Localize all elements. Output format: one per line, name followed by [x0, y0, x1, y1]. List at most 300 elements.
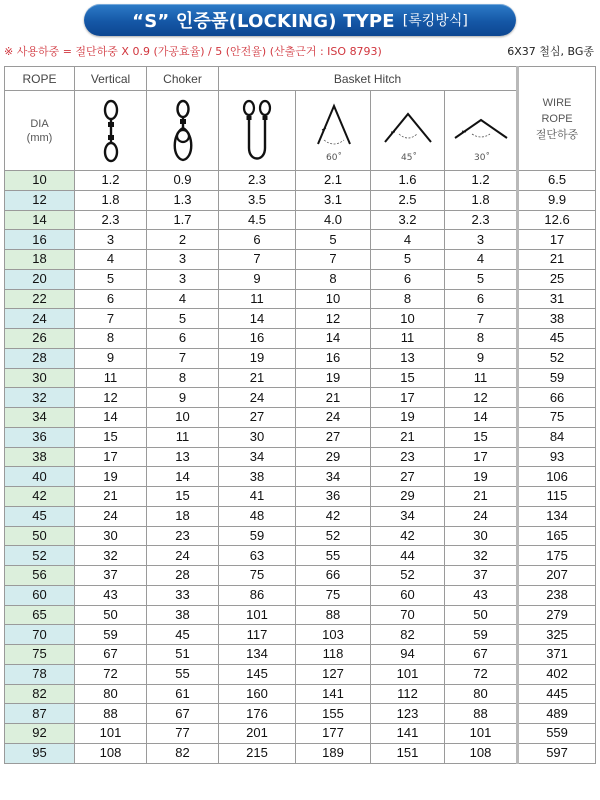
table-row: [5, 467, 596, 487]
basket-value: 4.5: [219, 210, 296, 230]
rope-header: ROPE: [5, 67, 75, 91]
angle30-value: 37: [445, 566, 518, 586]
angle60-value: 155: [296, 704, 371, 724]
table-row: [5, 605, 596, 625]
angle30-value: 1.8: [445, 190, 518, 210]
angle30-value: 19: [445, 467, 518, 487]
angle30-value: 80: [445, 684, 518, 704]
angle60-value: 3.1: [296, 190, 371, 210]
vertical-value: 19: [75, 467, 147, 487]
wire-rope-breaking-load-value: 38: [518, 309, 596, 329]
angle45-value: 3.2: [371, 210, 445, 230]
angle30-value: 5: [445, 269, 518, 289]
page-subtitle: [록킹방식]: [402, 13, 468, 29]
rope-dia-value: 60: [5, 585, 75, 605]
icon-row: [5, 91, 596, 171]
choker-value: 7: [147, 348, 219, 368]
table-row: [5, 566, 596, 586]
angle30-value: 14: [445, 408, 518, 428]
angle30-value: 9: [445, 348, 518, 368]
basket-value: 160: [219, 684, 296, 704]
angle30-value: 1.2: [445, 171, 518, 191]
angle-45-label: 45˚: [400, 152, 417, 163]
angle30-value: 7: [445, 309, 518, 329]
angle-30-label: 30˚: [473, 152, 490, 163]
vertical-value: 12: [75, 388, 147, 408]
basket-value: 16: [219, 329, 296, 349]
table-row: [5, 743, 596, 763]
rope-dia-value: 87: [5, 704, 75, 724]
angle30-value: 8: [445, 329, 518, 349]
angle60-value: 189: [296, 743, 371, 763]
choker-value: 0.9: [147, 171, 219, 191]
vertical-value: 1.8: [75, 190, 147, 210]
basket-value: 7: [219, 250, 296, 270]
angle45-value: 19: [371, 408, 445, 428]
vertical-value: 3: [75, 230, 147, 250]
angle45-value: 13: [371, 348, 445, 368]
angle30-icon-cell: [445, 91, 518, 171]
angle60-value: 2.1: [296, 171, 371, 191]
wire-rope-breaking-load-value: 559: [518, 724, 596, 744]
wire-rope-breaking-load-value: 106: [518, 467, 596, 487]
choker-value: 33: [147, 585, 219, 605]
vertical-value: 2.3: [75, 210, 147, 230]
basket-45-degree-icon: [381, 98, 435, 164]
basket-value: 14: [219, 309, 296, 329]
vertical-value: 108: [75, 743, 147, 763]
rope-dia-value: 14: [5, 210, 75, 230]
basket-icon-cell: [219, 91, 296, 171]
dia-unit: (mm): [26, 131, 53, 144]
angle45-value: 10: [371, 309, 445, 329]
angle45-value: 27: [371, 467, 445, 487]
basket-value: 176: [219, 704, 296, 724]
angle60-icon-cell: [296, 91, 371, 171]
rope-dia-value: 56: [5, 566, 75, 586]
angle30-value: 11: [445, 368, 518, 388]
table-row: [5, 625, 596, 645]
angle30-value: 43: [445, 585, 518, 605]
choker-value: 24: [147, 546, 219, 566]
wire-rope-breaking-load-value: 84: [518, 427, 596, 447]
angle60-value: 36: [296, 487, 371, 507]
wire-rope-breaking-load-value: 279: [518, 605, 596, 625]
choker-value: 1.3: [147, 190, 219, 210]
vertical-value: 14: [75, 408, 147, 428]
rope-spec-note: 6X37 철심, BG종: [507, 45, 594, 58]
vertical-value: 21: [75, 487, 147, 507]
angle45-value: 42: [371, 526, 445, 546]
vertical-value: 15: [75, 427, 147, 447]
basket-value: 21: [219, 368, 296, 388]
angle45-value: 23: [371, 447, 445, 467]
rope-dia-value: 28: [5, 348, 75, 368]
table-row: [5, 329, 596, 349]
angle60-value: 27: [296, 427, 371, 447]
wire-rope-breaking-load-value: 66: [518, 388, 596, 408]
table-row: [5, 348, 596, 368]
vertical-value: 9: [75, 348, 147, 368]
basket-value: 86: [219, 585, 296, 605]
table-row: [5, 724, 596, 744]
vertical-value: 67: [75, 645, 147, 665]
angle30-value: 6: [445, 289, 518, 309]
wire-rope-breaking-load-value: 9.9: [518, 190, 596, 210]
choker-header: Choker: [147, 67, 219, 91]
dia-header: [5, 91, 75, 171]
table-row: [5, 210, 596, 230]
table-row: [5, 408, 596, 428]
angle30-value: 21: [445, 487, 518, 507]
choker-value: 28: [147, 566, 219, 586]
angle45-value: 17: [371, 388, 445, 408]
wire-rope-breaking-load-value: 445: [518, 684, 596, 704]
table-row: [5, 664, 596, 684]
rope-dia-value: 24: [5, 309, 75, 329]
angle45-icon-cell: [371, 91, 445, 171]
choker-value: 23: [147, 526, 219, 546]
wire-rope-breaking-load-value: 134: [518, 506, 596, 526]
angle30-value: 3: [445, 230, 518, 250]
table-row: [5, 230, 596, 250]
table-row: [5, 427, 596, 447]
angle45-value: 141: [371, 724, 445, 744]
choker-value: 13: [147, 447, 219, 467]
angle60-value: 52: [296, 526, 371, 546]
table-row: [5, 368, 596, 388]
vertical-value: 101: [75, 724, 147, 744]
vertical-value: 80: [75, 684, 147, 704]
table-row: [5, 190, 596, 210]
basket-value: 6: [219, 230, 296, 250]
table-row: [5, 388, 596, 408]
rope-dia-value: 42: [5, 487, 75, 507]
choker-value: 55: [147, 664, 219, 684]
angle30-value: 67: [445, 645, 518, 665]
table-body: [5, 171, 596, 764]
rope-dia-value: 18: [5, 250, 75, 270]
vertical-header: Vertical: [75, 67, 147, 91]
angle60-value: 21: [296, 388, 371, 408]
vertical-value: 50: [75, 605, 147, 625]
basket-value: 24: [219, 388, 296, 408]
wire-header-line3: 절단하중: [535, 128, 579, 141]
angle30-value: 4: [445, 250, 518, 270]
angle30-value: 108: [445, 743, 518, 763]
angle30-value: 15: [445, 427, 518, 447]
load-table: [4, 66, 596, 764]
table-row: [5, 704, 596, 724]
angle30-value: 50: [445, 605, 518, 625]
angle60-value: 19: [296, 368, 371, 388]
angle60-value: 177: [296, 724, 371, 744]
angle60-value: 10: [296, 289, 371, 309]
rope-dia-value: 38: [5, 447, 75, 467]
angle60-value: 24: [296, 408, 371, 428]
angle45-value: 44: [371, 546, 445, 566]
table-row: [5, 309, 596, 329]
basket-60-degree-icon: [308, 98, 358, 164]
rope-dia-value: 70: [5, 625, 75, 645]
angle30-value: 30: [445, 526, 518, 546]
angle30-value: 12: [445, 388, 518, 408]
angle60-value: 75: [296, 585, 371, 605]
choker-value: 5: [147, 309, 219, 329]
rope-dia-value: 95: [5, 743, 75, 763]
angle45-value: 123: [371, 704, 445, 724]
table-row: [5, 289, 596, 309]
wire-rope-breaking-load-value: 115: [518, 487, 596, 507]
wire-rope-breaking-load-value: 165: [518, 526, 596, 546]
wire-rope-breaking-load-value: 207: [518, 566, 596, 586]
wire-rope-breaking-load-value: 17: [518, 230, 596, 250]
table-row: [5, 585, 596, 605]
angle45-value: 82: [371, 625, 445, 645]
basket-sling-icon: [239, 98, 275, 164]
angle60-value: 103: [296, 625, 371, 645]
table-row: [5, 645, 596, 665]
angle60-value: 34: [296, 467, 371, 487]
wire-rope-breaking-load-value: 93: [518, 447, 596, 467]
choker-value: 9: [147, 388, 219, 408]
vertical-value: 72: [75, 664, 147, 684]
angle45-value: 21: [371, 427, 445, 447]
choker-value: 3: [147, 250, 219, 270]
basket-value: 145: [219, 664, 296, 684]
wire-rope-breaking-load-value: 6.5: [518, 171, 596, 191]
choker-value: 10: [147, 408, 219, 428]
table-row: [5, 684, 596, 704]
angle45-value: 1.6: [371, 171, 445, 191]
basket-value: 215: [219, 743, 296, 763]
vertical-value: 17: [75, 447, 147, 467]
wire-rope-breaking-load-value: 52: [518, 348, 596, 368]
table-row: [5, 447, 596, 467]
rope-dia-value: 20: [5, 269, 75, 289]
angle45-value: 151: [371, 743, 445, 763]
angle60-value: 8: [296, 269, 371, 289]
angle30-value: 17: [445, 447, 518, 467]
wire-rope-breaking-load-value: 597: [518, 743, 596, 763]
wire-rope-breaking-load-value: 31: [518, 289, 596, 309]
rope-dia-value: 30: [5, 368, 75, 388]
vertical-value: 11: [75, 368, 147, 388]
rope-dia-value: 26: [5, 329, 75, 349]
angle30-value: 59: [445, 625, 518, 645]
angle60-value: 42: [296, 506, 371, 526]
basket-value: 38: [219, 467, 296, 487]
angle60-value: 14: [296, 329, 371, 349]
angle45-value: 2.5: [371, 190, 445, 210]
choker-value: 77: [147, 724, 219, 744]
angle30-value: 101: [445, 724, 518, 744]
vertical-value: 88: [75, 704, 147, 724]
angle45-value: 52: [371, 566, 445, 586]
wire-rope-breaking-load-value: 25: [518, 269, 596, 289]
angle45-value: 15: [371, 368, 445, 388]
rope-dia-value: 65: [5, 605, 75, 625]
basket-value: 134: [219, 645, 296, 665]
table-row: [5, 269, 596, 289]
choker-value: 82: [147, 743, 219, 763]
basket-value: 19: [219, 348, 296, 368]
vertical-value: 5: [75, 269, 147, 289]
header-row: [5, 67, 596, 91]
vertical-value: 43: [75, 585, 147, 605]
rope-dia-value: 52: [5, 546, 75, 566]
basket-value: 11: [219, 289, 296, 309]
angle60-value: 4.0: [296, 210, 371, 230]
basket-value: 201: [219, 724, 296, 744]
angle45-value: 4: [371, 230, 445, 250]
rope-dia-value: 75: [5, 645, 75, 665]
angle60-value: 66: [296, 566, 371, 586]
choker-value: 11: [147, 427, 219, 447]
rope-dia-value: 32: [5, 388, 75, 408]
vertical-value: 4: [75, 250, 147, 270]
basket-value: 3.5: [219, 190, 296, 210]
angle30-value: 88: [445, 704, 518, 724]
angle45-value: 5: [371, 250, 445, 270]
angle60-value: 88: [296, 605, 371, 625]
choker-value: 67: [147, 704, 219, 724]
choker-value: 15: [147, 487, 219, 507]
vertical-value: 37: [75, 566, 147, 586]
choker-value: 45: [147, 625, 219, 645]
vertical-value: 32: [75, 546, 147, 566]
vertical-icon-cell: [75, 91, 147, 171]
wire-rope-breaking-load-value: 489: [518, 704, 596, 724]
rope-dia-value: 10: [5, 171, 75, 191]
angle45-value: 94: [371, 645, 445, 665]
dia-label: DIA: [30, 117, 49, 130]
basket-value: 34: [219, 447, 296, 467]
wire-header-line1: WIRE: [542, 96, 572, 109]
rope-dia-value: 22: [5, 289, 75, 309]
basket-value: 30: [219, 427, 296, 447]
rope-dia-value: 12: [5, 190, 75, 210]
vertical-value: 59: [75, 625, 147, 645]
vertical-value: 8: [75, 329, 147, 349]
title-banner: [84, 4, 516, 36]
basket-30-degree-icon: [452, 98, 510, 164]
angle45-value: 11: [371, 329, 445, 349]
choker-value: 51: [147, 645, 219, 665]
basket-hitch-header: Basket Hitch: [219, 67, 518, 91]
basket-value: 59: [219, 526, 296, 546]
wire-rope-breaking-load-value: 325: [518, 625, 596, 645]
table-row: [5, 526, 596, 546]
angle45-value: 112: [371, 684, 445, 704]
choker-value: 3: [147, 269, 219, 289]
wire-rope-breaking-load-value: 45: [518, 329, 596, 349]
choker-value: 4: [147, 289, 219, 309]
angle30-value: 32: [445, 546, 518, 566]
rope-dia-value: 92: [5, 724, 75, 744]
choker-value: 2: [147, 230, 219, 250]
rope-dia-value: 45: [5, 506, 75, 526]
choker-value: 38: [147, 605, 219, 625]
basket-value: 63: [219, 546, 296, 566]
rope-dia-value: 16: [5, 230, 75, 250]
rope-dia-value: 78: [5, 664, 75, 684]
angle45-value: 6: [371, 269, 445, 289]
wire-header-line2: ROPE: [541, 112, 573, 125]
load-formula-note: ※ 사용하중 = 절단하중 X 0.9 (가공효율) / 5 (안전율) (산출근거 : ISO 8793): [4, 45, 382, 58]
table-row: [5, 250, 596, 270]
angle60-value: 5: [296, 230, 371, 250]
wire-rope-breaking-load-value: 371: [518, 645, 596, 665]
angle-60-label: 60˚: [326, 152, 342, 163]
angle45-value: 101: [371, 664, 445, 684]
angle60-value: 55: [296, 546, 371, 566]
angle60-value: 118: [296, 645, 371, 665]
rope-dia-value: 34: [5, 408, 75, 428]
angle30-value: 72: [445, 664, 518, 684]
wire-rope-header: [518, 67, 596, 171]
choker-value: 8: [147, 368, 219, 388]
choker-value: 1.7: [147, 210, 219, 230]
vertical-value: 1.2: [75, 171, 147, 191]
angle30-value: 24: [445, 506, 518, 526]
wire-rope-breaking-load-value: 402: [518, 664, 596, 684]
angle45-value: 29: [371, 487, 445, 507]
vertical-value: 7: [75, 309, 147, 329]
angle45-value: 60: [371, 585, 445, 605]
vertical-value: 6: [75, 289, 147, 309]
angle45-value: 34: [371, 506, 445, 526]
basket-value: 2.3: [219, 171, 296, 191]
rope-dia-value: 36: [5, 427, 75, 447]
choker-value: 18: [147, 506, 219, 526]
rope-dia-value: 82: [5, 684, 75, 704]
rope-dia-value: 40: [5, 467, 75, 487]
angle60-value: 12: [296, 309, 371, 329]
rope-dia-value: 50: [5, 526, 75, 546]
wire-rope-breaking-load-value: 175: [518, 546, 596, 566]
angle30-value: 2.3: [445, 210, 518, 230]
wire-rope-breaking-load-value: 12.6: [518, 210, 596, 230]
wire-rope-breaking-load-value: 59: [518, 368, 596, 388]
wire-rope-breaking-load-value: 238: [518, 585, 596, 605]
angle45-value: 70: [371, 605, 445, 625]
basket-value: 75: [219, 566, 296, 586]
choker-icon-cell: [147, 91, 219, 171]
choker-value: 6: [147, 329, 219, 349]
basket-value: 48: [219, 506, 296, 526]
angle45-value: 8: [371, 289, 445, 309]
table-row: [5, 506, 596, 526]
wire-rope-breaking-load-value: 75: [518, 408, 596, 428]
angle60-value: 127: [296, 664, 371, 684]
basket-value: 27: [219, 408, 296, 428]
page-title: “S” 인증품(LOCKING) TYPE: [132, 11, 395, 32]
wire-rope-breaking-load-value: 21: [518, 250, 596, 270]
choker-value: 61: [147, 684, 219, 704]
basket-value: 41: [219, 487, 296, 507]
choker-value: 14: [147, 467, 219, 487]
basket-value: 9: [219, 269, 296, 289]
angle60-value: 29: [296, 447, 371, 467]
vertical-value: 24: [75, 506, 147, 526]
angle60-value: 7: [296, 250, 371, 270]
choker-sling-icon: [168, 98, 198, 164]
vertical-sling-icon: [96, 98, 126, 164]
table-row: [5, 487, 596, 507]
vertical-value: 30: [75, 526, 147, 546]
table-row: [5, 546, 596, 566]
